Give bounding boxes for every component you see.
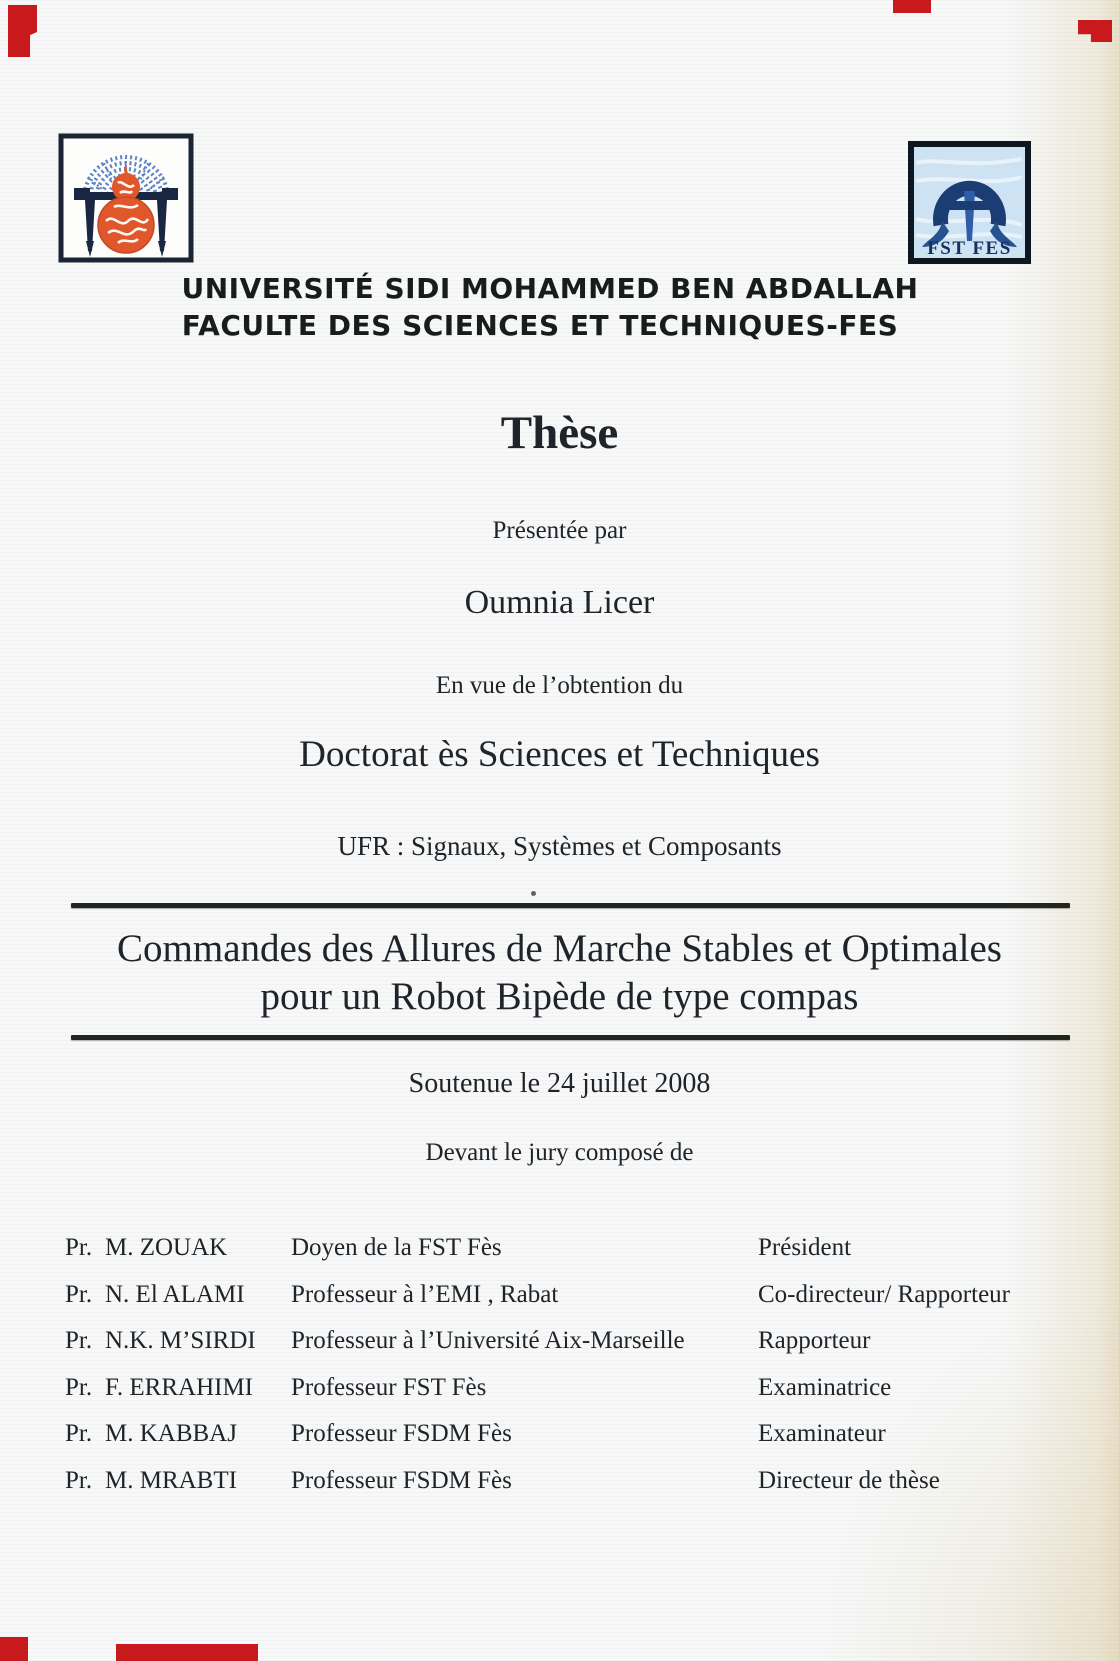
document-type-title: Thèse	[500, 407, 619, 459]
thesis-title-line1: Commandes des Allures de Marche Stables et Optimales	[117, 927, 1002, 970]
university-name: UNIVERSITÉ SIDI MOHAMMED BEN ABDALLAH	[181, 272, 919, 305]
purpose-label: En vue de l’obtention du	[435, 672, 684, 699]
jury-member-prefix: Pr.	[65, 1280, 93, 1308]
jury-table	[65, 1225, 1075, 1504]
jury-member-role: Examinatrice	[758, 1373, 892, 1401]
jury-member-role: Président	[758, 1234, 852, 1262]
jury-member-prefix: Pr.	[65, 1466, 93, 1494]
title-rule-bottom	[71, 1035, 1070, 1040]
jury-member-role: Directeur de thèse	[758, 1466, 940, 1494]
jury-member-name: M. MRABTI	[105, 1466, 237, 1494]
fst-fes-logo	[908, 141, 1031, 264]
jury-member-name: N. El ALAMI	[105, 1280, 245, 1308]
jury-member-affiliation: Professeur FSDM Fès	[291, 1420, 512, 1448]
jury-row	[65, 1458, 1075, 1505]
jury-row	[65, 1225, 1075, 1272]
jury-label: Devant le jury composé de	[425, 1139, 694, 1166]
university-emblem-logo	[58, 133, 194, 264]
title-rule-top	[71, 903, 1070, 908]
fst-fes-caption: FST FES	[927, 238, 1012, 259]
faculty-name: FACULTE DES SCIENCES ET TECHNIQUES-FES	[181, 309, 899, 342]
jury-row	[65, 1272, 1075, 1319]
jury-row	[65, 1318, 1075, 1365]
jury-row	[65, 1411, 1075, 1458]
jury-member-affiliation: Professeur à l’EMI , Rabat	[291, 1280, 559, 1308]
jury-member-role: Rapporteur	[758, 1327, 871, 1355]
scan-artifact-top-center	[893, 0, 931, 13]
ufr-line: UFR : Signaux, Systèmes et Composants	[337, 831, 782, 861]
jury-member-affiliation: Professeur FSDM Fès	[291, 1466, 512, 1494]
scan-artifact-top-left	[8, 5, 37, 57]
jury-member-prefix: Pr.	[65, 1327, 93, 1355]
thesis-title-line2: pour un Robot Bipède de type compas	[260, 975, 859, 1018]
jury-member-affiliation: Professeur à l’Université Aix-Marseille	[291, 1327, 685, 1355]
jury-member-prefix: Pr.	[65, 1234, 93, 1262]
scan-artifact-bottom-bar	[116, 1644, 258, 1661]
scan-artifact-top-right	[1078, 20, 1112, 42]
defense-date: Soutenue le 24 juillet 2008	[408, 1068, 711, 1099]
author-name: Oumnia Licer	[464, 584, 655, 621]
jury-member-affiliation: Doyen de la FST Fès	[291, 1234, 502, 1262]
jury-member-prefix: Pr.	[65, 1373, 93, 1401]
jury-member-name: N.K. M’SIRDI	[105, 1327, 256, 1355]
jury-member-prefix: Pr.	[65, 1420, 93, 1448]
presented-by-label: Présentée par	[492, 517, 627, 544]
degree-title: Doctorat ès Sciences et Techniques	[299, 734, 820, 775]
jury-member-name: F. ERRAHIMI	[105, 1373, 254, 1401]
scan-artifact-bottom-left	[0, 1637, 28, 1661]
jury-row	[65, 1365, 1075, 1412]
jury-member-name: M. ZOUAK	[105, 1234, 228, 1262]
jury-member-affiliation: Professeur FST Fès	[291, 1373, 487, 1401]
jury-member-name: M. KABBAJ	[105, 1420, 237, 1448]
scan-noise-dot	[531, 891, 536, 896]
jury-member-role: Examinateur	[758, 1420, 886, 1448]
jury-member-role: Co-directeur/ Rapporteur	[758, 1280, 1010, 1308]
